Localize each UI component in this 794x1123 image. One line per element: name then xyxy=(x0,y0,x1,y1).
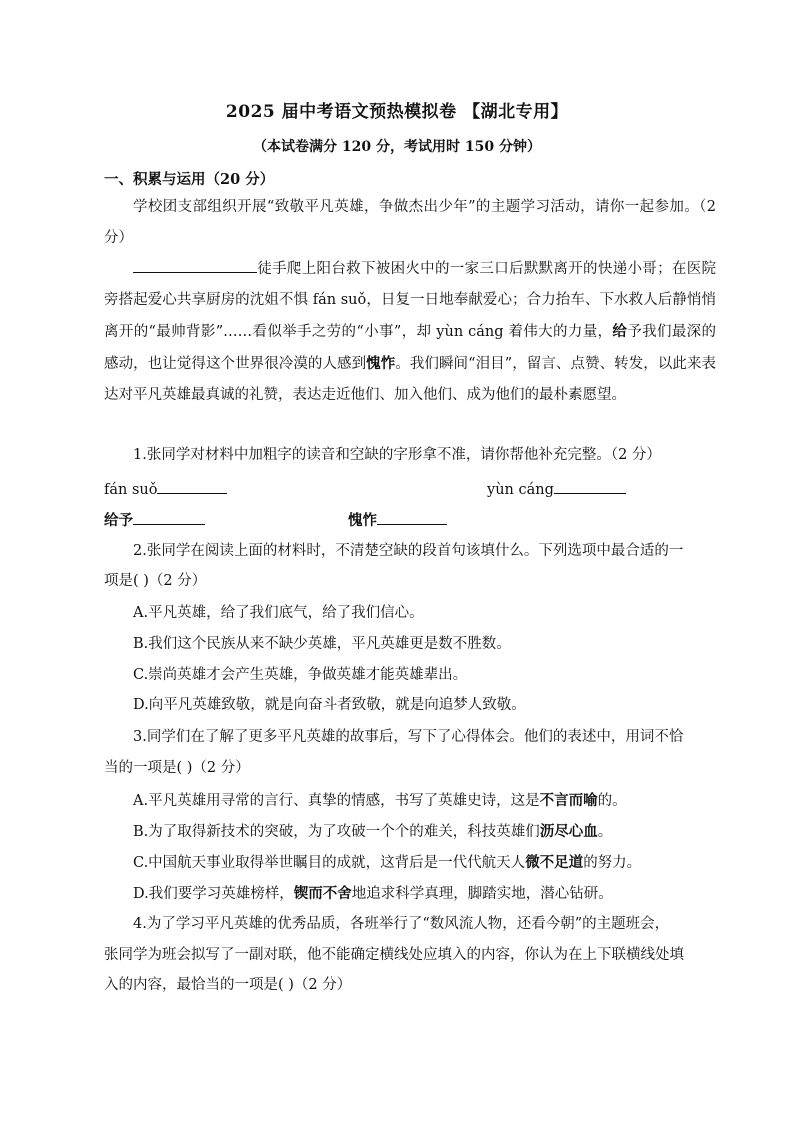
passage-text-3: 。我们瞬间“泪目”，留言、点赞、转发，以此来表达对平凡英雄最真诚的礼赞，表达走近他们、加入他们、成为他们的最朴素愿望。 xyxy=(104,356,717,403)
q1-fill-yuncang xyxy=(487,475,626,506)
passage-text-1: 徒手爬上阳台救下被困火中的一家三口后默默离开的快递小哥；在医院旁搭起爱心共享厨房的沈姐不惧 fán suǒ，日复一日地奉献爱心；合力抬车、下水救人后静悄悄离开的“最帅背影”……看似举手之劳的“小事”，却 yùn cáng 着伟大的力量， xyxy=(104,261,716,340)
q2-option-a: A.平凡英雄，给了我们底气，给了我们信心。 xyxy=(133,605,424,621)
question-3-stem-line2: 当的一项是( )（2 分） xyxy=(104,760,250,776)
q2-option-c: C.崇尚英雄才会产生英雄，争做英雄才能英雄辈出。 xyxy=(133,667,468,683)
question-2-stem-line1: 2.张同学在阅读上面的材料时，不清楚空缺的段首句该填什么。下列选项中最合适的一 xyxy=(133,543,684,559)
q3-option-a xyxy=(133,785,627,817)
q2-option-b: B.我们这个民族从来不缺少英雄，平凡英雄更是数不胜数。 xyxy=(133,636,511,652)
passage-bold-word-1: 给 xyxy=(612,323,628,340)
q1-fill-jiyu xyxy=(104,505,205,537)
q3-option-d-text: D.我们要学习英雄榜样， xyxy=(133,886,294,902)
q1-fill-yuncang-label: yùn cáng xyxy=(487,482,554,498)
q1-fill-kuizuo xyxy=(348,505,447,537)
section-heading: 一、积累与运用（20 分） xyxy=(104,171,275,188)
q1-fill-fansuo xyxy=(104,475,227,506)
q3-option-a-term: 不言而喻 xyxy=(539,792,598,809)
q3-option-b-text: B.为了取得新技术的突破，为了攻破一个个的难关，科技英雄们 xyxy=(133,824,540,840)
page-subtitle: （本试卷满分 120 分，考试用时 150 分钟） xyxy=(253,139,541,155)
passage-blank xyxy=(133,258,257,274)
q3-option-c xyxy=(133,847,641,879)
question-3-stem-line1: 3.同学们在了解了更多平凡英雄的故事后，写下了心得体会。他们的表述中，用词不恰 xyxy=(133,729,684,745)
q2-option-d: D.向平凡英雄致敬，就是向奋斗者致敬，就是向追梦人致敬。 xyxy=(133,697,526,713)
q1-fill-fansuo-blank[interactable] xyxy=(157,479,227,495)
q3-option-d-tail: 地追求科学真理，脚踏实地，潜心钻研。 xyxy=(351,886,613,902)
question-2-stem-line2: 项是( )（2 分） xyxy=(104,573,207,589)
q3-option-b xyxy=(133,816,612,848)
page-title: 2025 届中考语文预热模拟卷 【湖北专用】 xyxy=(225,102,569,122)
q3-option-d-term: 锲而不舍 xyxy=(293,885,352,902)
q3-option-a-text: A.平凡英雄用寻常的言行、真挚的情感，书写了英雄史诗，这是 xyxy=(133,793,540,809)
q1-fill-kuizuo-label: 愧怍 xyxy=(348,512,377,529)
q3-option-c-text: C.中国航天事业取得举世瞩目的成就，这背后是一代代航天人 xyxy=(133,855,526,871)
q3-option-d xyxy=(133,878,613,910)
q1-fill-yuncang-blank[interactable] xyxy=(554,479,626,495)
question-4-stem-line2: 张同学为班会拟写了一副对联，他不能确定横线处应填入的内容，你认为在上下联横线处填 xyxy=(104,947,684,963)
q1-fill-fansuo-label: fán suǒ xyxy=(104,482,158,498)
q3-option-b-tail: 。 xyxy=(597,824,613,840)
q3-option-a-tail: 的。 xyxy=(597,793,627,809)
q1-fill-jiyu-blank[interactable] xyxy=(133,510,205,526)
q1-fill-jiyu-label: 给予 xyxy=(104,512,133,529)
q3-option-c-tail: 的努力。 xyxy=(583,855,642,871)
question-4-stem-line3: 入的内容，最恰当的一项是( )（2 分） xyxy=(104,977,352,993)
passage-text-2: 予我们最深的感动，也让觉得这个世界很冷漠的人感到 xyxy=(104,324,717,372)
question-4-stem-line1: 4.为了学习平凡英雄的优秀品质，各班举行了“数风流人物，还看今朝”的主题班会， xyxy=(133,916,670,932)
question-1-stem: 1.张同学对材料中加粗字的读音和空缺的字形拿不准，请你帮他补充完整。（2 分） xyxy=(133,447,661,463)
passage-bold-word-2: 愧怍 xyxy=(366,355,396,372)
q1-fill-kuizuo-blank[interactable] xyxy=(377,510,447,526)
section-intro: 学校团支部组织开展“致敬平凡英雄，争做杰出少年”的主题学习活动，请你一起参加。（2 分） xyxy=(104,199,716,246)
reading-passage xyxy=(104,254,716,411)
q3-option-b-term: 沥尽心血 xyxy=(539,823,598,840)
q3-option-c-term: 微不足道 xyxy=(525,854,584,871)
